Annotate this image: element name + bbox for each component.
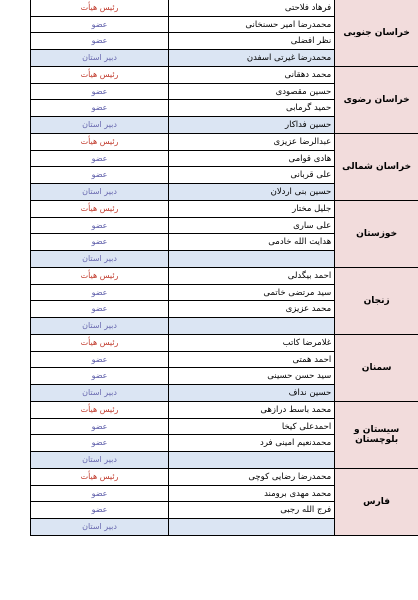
table-row bbox=[31, 100, 334, 117]
table-row bbox=[31, 419, 334, 436]
member-name: محمد باسط درازهی bbox=[260, 405, 332, 415]
member-list bbox=[30, 469, 334, 535]
province-name: زنجان bbox=[334, 268, 418, 334]
member-role: دبیر استان bbox=[31, 184, 169, 201]
member-name: فرهاد فلاحتی bbox=[284, 3, 332, 13]
member-name: عبدالرضا عزیزی bbox=[273, 137, 332, 147]
member-role: عضو bbox=[31, 502, 169, 518]
member-role: عضو bbox=[31, 151, 169, 167]
member-name: محمدرضا غیرتی اسفدن bbox=[169, 50, 334, 67]
member-role: رئیس هیأت bbox=[31, 134, 169, 150]
member-name: سید حسن حسینی bbox=[267, 371, 332, 381]
member-role: عضو bbox=[31, 352, 169, 368]
province-name: فارس bbox=[334, 469, 418, 535]
member-role: دبیر استان bbox=[31, 117, 169, 134]
table-row bbox=[31, 469, 334, 486]
table-row bbox=[31, 33, 334, 50]
table-row bbox=[31, 486, 334, 503]
member-role: رئیس هیأت bbox=[31, 0, 169, 16]
province-name: سمنان bbox=[334, 335, 418, 401]
member-name: علی قربانی bbox=[290, 170, 332, 180]
member-name: جلیل مختار bbox=[292, 204, 332, 214]
member-name: محمد دهقانی bbox=[284, 70, 332, 80]
member-name: احمد بیگدلی bbox=[287, 271, 332, 281]
member-list bbox=[30, 335, 334, 401]
member-role: رئیس هیأت bbox=[31, 201, 169, 217]
table-row bbox=[31, 117, 334, 134]
member-name: نظر افضلی bbox=[290, 36, 332, 46]
member-name: غلامرضا کاتب bbox=[282, 338, 332, 348]
province-group bbox=[30, 402, 418, 469]
member-role: دبیر استان bbox=[31, 318, 169, 335]
table-row bbox=[31, 402, 334, 419]
province-group bbox=[30, 201, 418, 268]
table-row bbox=[31, 67, 334, 84]
member-list bbox=[30, 268, 334, 334]
table-row bbox=[31, 502, 334, 519]
table-row bbox=[31, 285, 334, 302]
member-name: حسین بنی اردلان bbox=[169, 184, 334, 201]
member-role: عضو bbox=[31, 17, 169, 33]
member-role: عضو bbox=[31, 419, 169, 435]
member-name: هدایت الله خادمی bbox=[268, 237, 332, 247]
table-row bbox=[31, 151, 334, 168]
member-name: محمد عزیزی bbox=[285, 304, 332, 314]
member-role: دبیر استان bbox=[31, 50, 169, 67]
table-row bbox=[31, 352, 334, 369]
province-group bbox=[30, 469, 418, 536]
province-group bbox=[30, 134, 418, 201]
member-role: عضو bbox=[31, 368, 169, 384]
member-role: رئیس هیأت bbox=[31, 268, 169, 284]
member-role: دبیر استان bbox=[31, 385, 169, 402]
table-row bbox=[31, 435, 334, 452]
member-role: عضو bbox=[31, 100, 169, 116]
table-row bbox=[31, 17, 334, 34]
table-row bbox=[31, 251, 334, 268]
member-role: عضو bbox=[31, 84, 169, 100]
member-name: هادی قوامی bbox=[288, 153, 332, 164]
member-role: عضو bbox=[31, 218, 169, 234]
member-role: عضو bbox=[31, 167, 169, 183]
member-name: فرج الله رجبی bbox=[280, 505, 332, 515]
table-row bbox=[31, 318, 334, 335]
member-role: دبیر استان bbox=[31, 452, 169, 469]
table-row bbox=[31, 335, 334, 352]
table-row bbox=[31, 218, 334, 235]
member-name: محمدرضا امیر حسنخانی bbox=[245, 19, 332, 30]
table-row bbox=[31, 301, 334, 318]
member-role: عضو bbox=[31, 33, 169, 49]
table-row bbox=[31, 184, 334, 201]
province-group bbox=[30, 0, 418, 67]
member-role: عضو bbox=[31, 486, 169, 502]
member-role: رئیس هیأت bbox=[31, 67, 169, 83]
province-group bbox=[30, 67, 418, 134]
member-role: رئیس هیأت bbox=[31, 402, 169, 418]
table-row bbox=[31, 50, 334, 67]
member-role: رئیس هیأت bbox=[31, 469, 169, 485]
member-name: محمدرضا رضایی کوچی bbox=[248, 472, 332, 482]
province-name: خراسان جنوبی bbox=[334, 0, 418, 66]
province-name: خراسان شمالی bbox=[334, 134, 418, 200]
table-row bbox=[31, 84, 334, 101]
member-role: عضو bbox=[31, 285, 169, 301]
table-row bbox=[31, 268, 334, 285]
member-list bbox=[30, 201, 334, 267]
member-role: عضو bbox=[31, 234, 169, 250]
province-group bbox=[30, 335, 418, 402]
member-list bbox=[30, 402, 334, 468]
member-list bbox=[30, 67, 334, 133]
table-row bbox=[31, 368, 334, 385]
province-group bbox=[30, 268, 418, 335]
table-row bbox=[31, 452, 334, 469]
member-role: عضو bbox=[31, 435, 169, 451]
table-row bbox=[31, 0, 334, 17]
member-name bbox=[169, 318, 334, 335]
member-name bbox=[169, 452, 334, 469]
member-name: محمدنعیم امینی فرد bbox=[260, 438, 332, 448]
member-role: دبیر استان bbox=[31, 519, 169, 536]
table-row bbox=[31, 167, 334, 184]
member-name: علی ساری bbox=[293, 220, 332, 231]
table-row bbox=[31, 385, 334, 402]
member-name: حمید گرمابی bbox=[285, 103, 332, 113]
member-name: احمدعلی کیخا bbox=[281, 421, 332, 432]
member-name bbox=[169, 251, 334, 268]
table-row bbox=[31, 519, 334, 536]
member-list bbox=[30, 134, 334, 200]
member-name: سید مرتضی خاتمی bbox=[263, 287, 332, 298]
roster-table bbox=[30, 0, 418, 536]
table-row bbox=[31, 234, 334, 251]
member-list bbox=[30, 0, 334, 66]
member-name: حسین مقصودی bbox=[275, 86, 332, 97]
member-role: عضو bbox=[31, 301, 169, 317]
province-name: خوزستان bbox=[334, 201, 418, 267]
member-role: رئیس هیأت bbox=[31, 335, 169, 351]
member-role: دبیر استان bbox=[31, 251, 169, 268]
member-name: محمد مهدی برومند bbox=[264, 488, 332, 499]
member-name bbox=[169, 519, 334, 536]
member-name: احمد همتی bbox=[292, 354, 332, 365]
province-name: سیستان و بلوچستان bbox=[334, 402, 418, 468]
table-row bbox=[31, 134, 334, 151]
member-name: حسین نداف bbox=[169, 385, 334, 402]
province-name: خراسان رضوی bbox=[334, 67, 418, 133]
table-row bbox=[31, 201, 334, 218]
member-name: حسین فداکار bbox=[169, 117, 334, 134]
